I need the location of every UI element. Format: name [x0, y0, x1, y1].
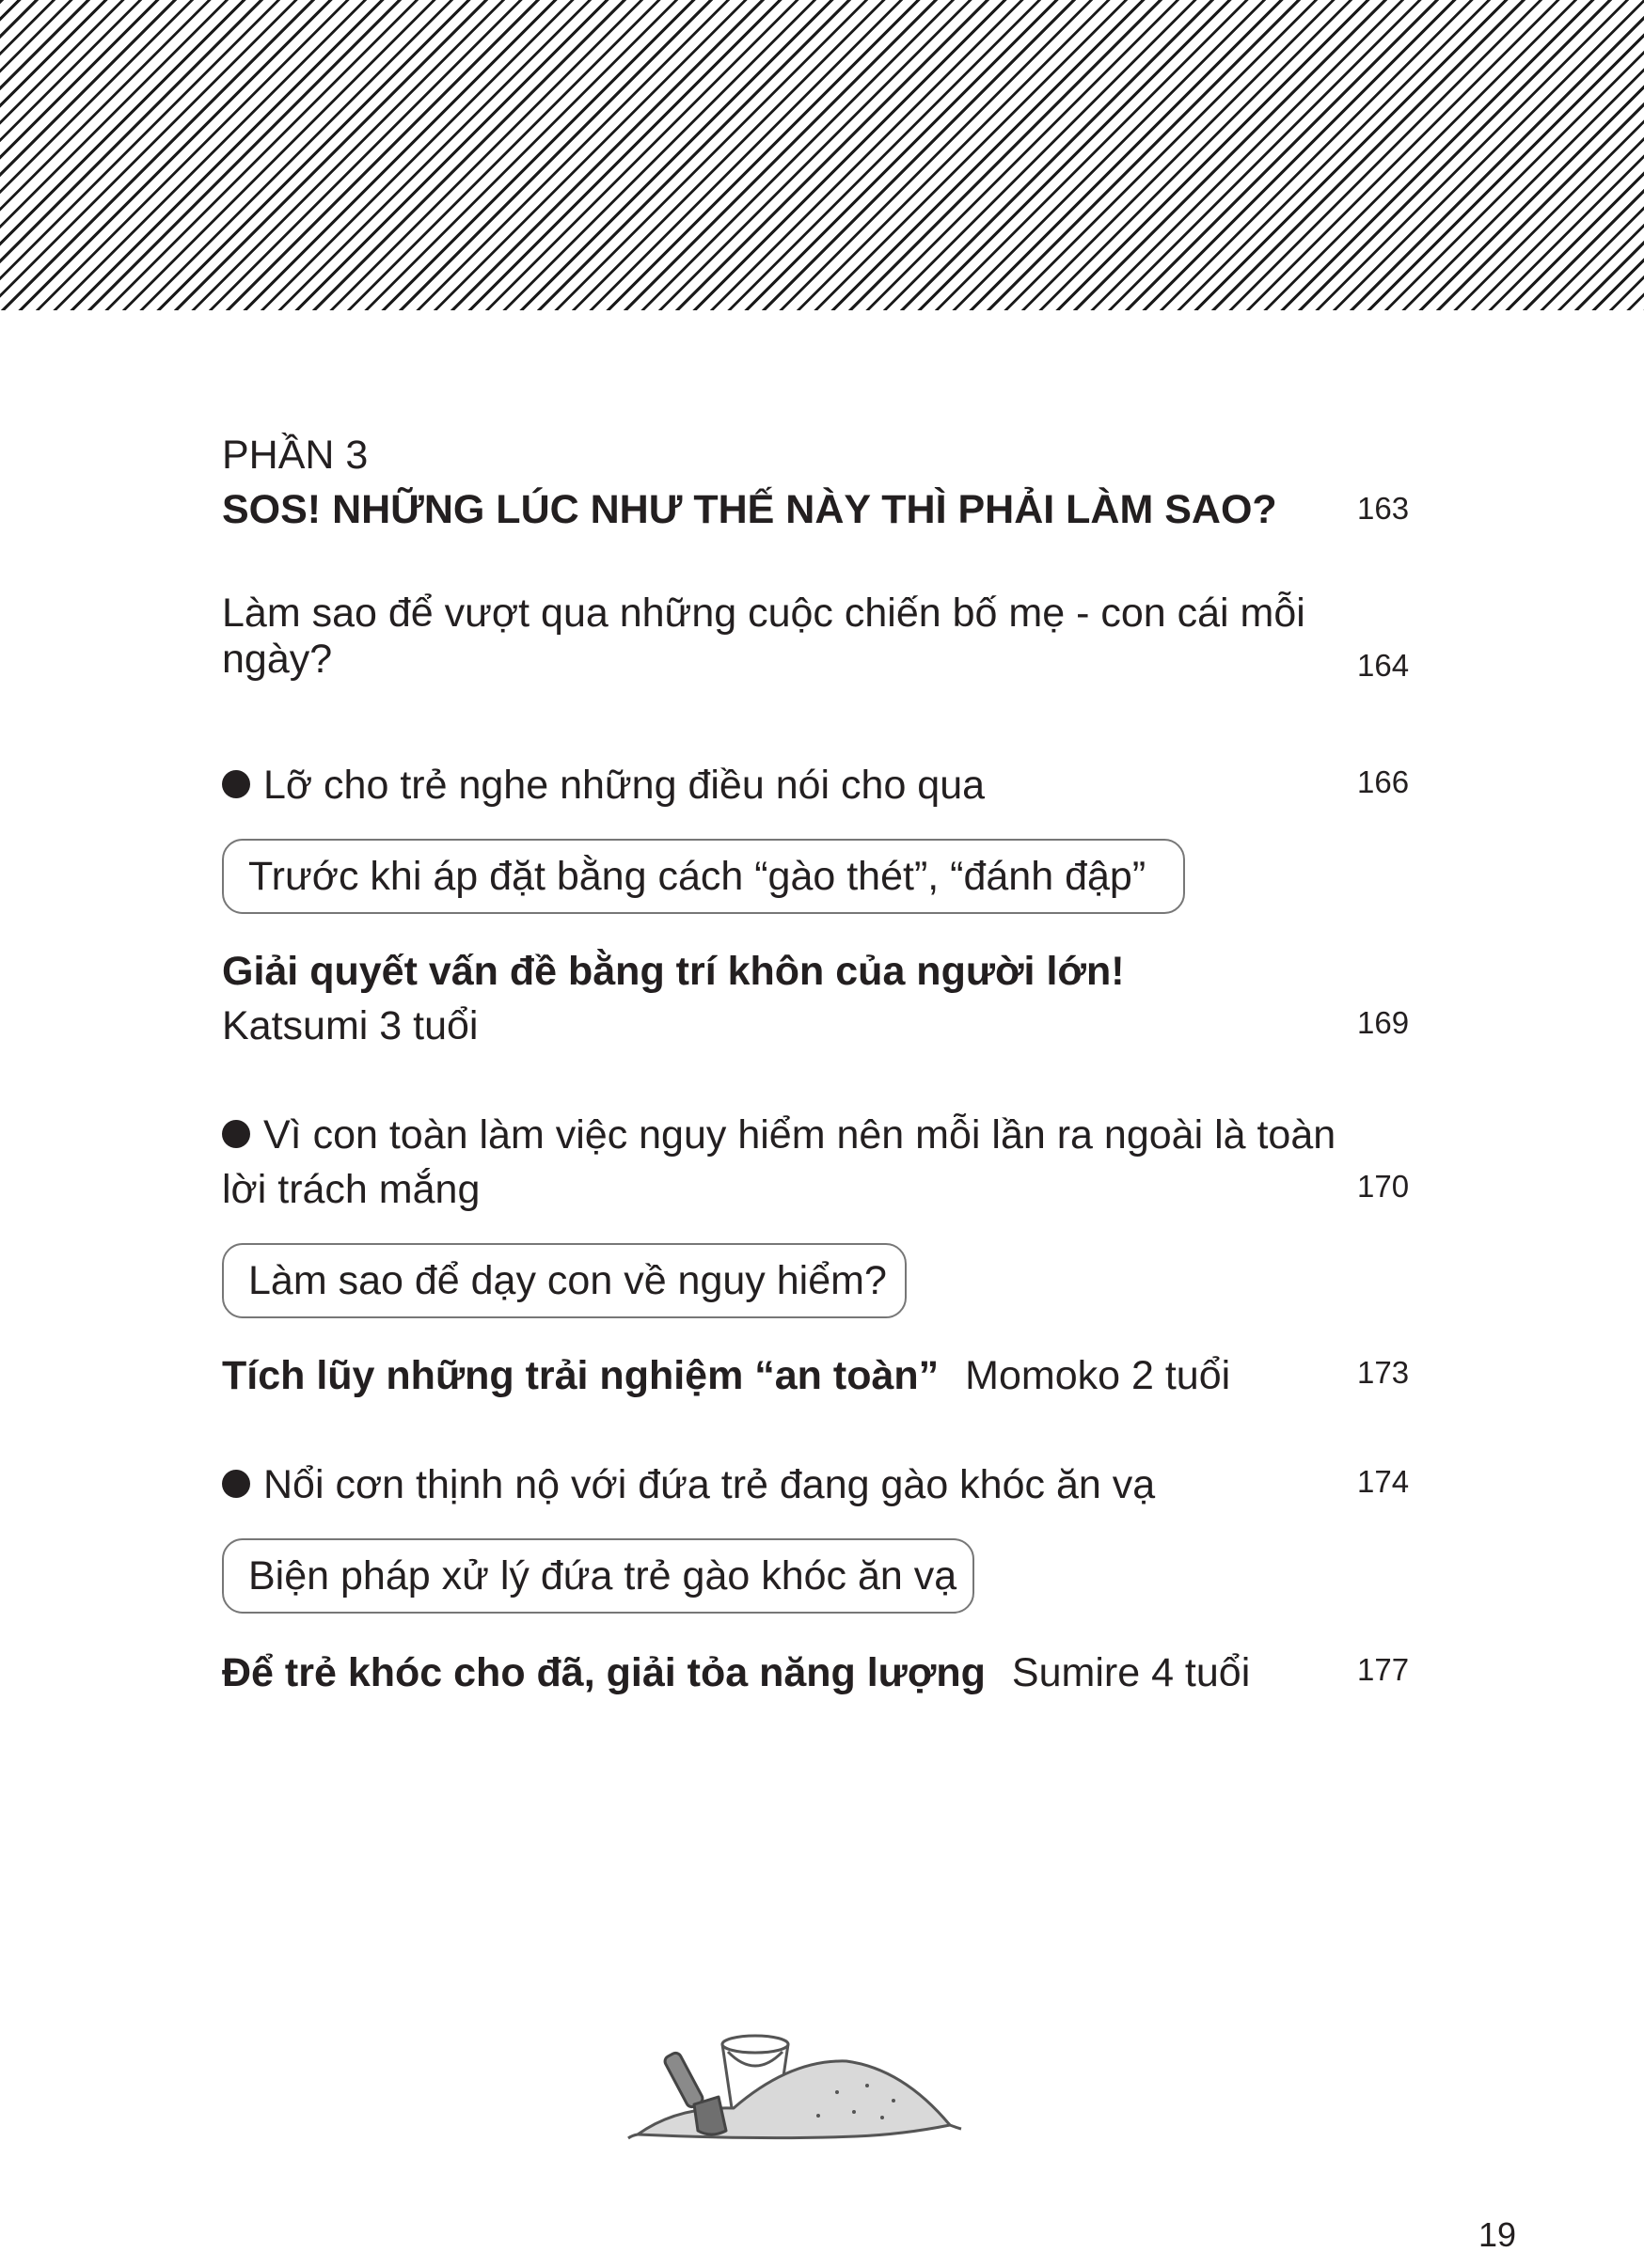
- topic-1-bullet-page: 166: [1357, 764, 1410, 799]
- bullet-dot-icon: [222, 770, 250, 798]
- intro-line-2: ngày?: [222, 637, 333, 682]
- page-number: 19: [1478, 2215, 1517, 2254]
- topic-3-bullet-text: Nổi cơn thịnh nộ với đứa trẻ đang gào khóc ăn vạ: [263, 1462, 1156, 1507]
- topic-2-bullet-line-2: lời trách mắng: [222, 1167, 481, 1212]
- topic-2-heading: Tích lũy những trải nghiệm “an toàn”: [222, 1353, 940, 1398]
- topic-1-question-box: Trước khi áp đặt bằng cách “gào thét”, “đánh đập”: [222, 839, 1185, 914]
- section-title: SOS! NHỮNG LÚC NHƯ THẾ NÀY THÌ PHẢI LÀM SAO?: [222, 487, 1277, 532]
- section-label: PHẦN 3: [222, 433, 369, 478]
- topic-1-child: Katsumi 3 tuổi: [222, 1003, 479, 1048]
- topic-3-bullet: [222, 1457, 1155, 1512]
- section-title-page: 163: [1357, 491, 1410, 526]
- topic-1-bullet-text: Lỡ cho trẻ nghe những điều nói cho qua: [263, 763, 986, 808]
- topic-2-bullet-page: 170: [1357, 1169, 1410, 1204]
- bullet-dot-icon: [222, 1120, 250, 1148]
- sand-bucket-illustration: [621, 2003, 978, 2144]
- topic-3-bullet-page: 174: [1357, 1464, 1410, 1499]
- topic-1-heading: Giải quyết vấn đề bằng trí khôn của người lớn!: [222, 949, 1125, 994]
- topic-2-child: Momoko 2 tuổi: [965, 1353, 1231, 1398]
- topic-3-question-box: Biện pháp xử lý đứa trẻ gào khóc ăn vạ: [222, 1538, 974, 1614]
- topic-2-heading-page: 173: [1357, 1355, 1410, 1390]
- topic-1-bullet: [222, 758, 985, 812]
- intro-page: 164: [1357, 648, 1410, 683]
- topic-1-heading-page: 169: [1357, 1005, 1410, 1040]
- topic-2-heading-line: [222, 1348, 1230, 1403]
- topic-3-child: Sumire 4 tuổi: [1011, 1650, 1251, 1695]
- intro-line-1: Làm sao để vượt qua những cuộc chiến bố mẹ - con cái mỗi: [222, 591, 1305, 636]
- topic-2-bullet: [222, 1108, 1336, 1162]
- topic-3-heading-page: 177: [1357, 1652, 1410, 1687]
- topic-2-bullet-line-1: Vì con toàn làm việc nguy hiểm nên mỗi lần ra ngoài là toàn: [263, 1112, 1336, 1158]
- hatched-header-band: [0, 0, 1644, 310]
- topic-3-heading: Để trẻ khóc cho đã, giải tỏa năng lượng: [222, 1650, 986, 1695]
- topic-2-question-box: Làm sao để dạy con về nguy hiểm?: [222, 1243, 907, 1318]
- topic-3-heading-line: [222, 1646, 1250, 1700]
- bullet-dot-icon: [222, 1470, 250, 1498]
